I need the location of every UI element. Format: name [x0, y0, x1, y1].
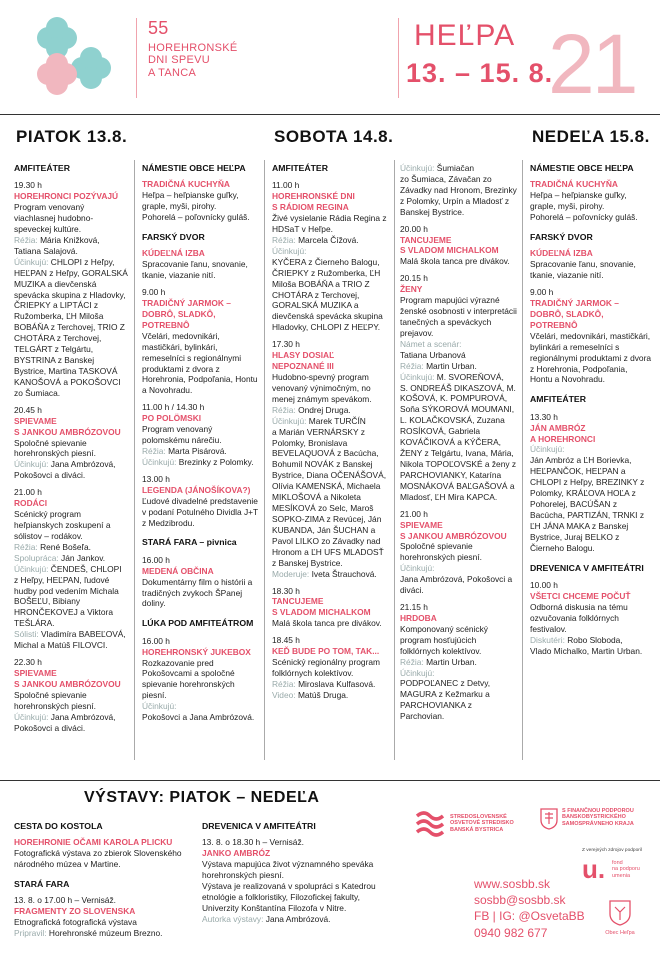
- event-description: Scénický program heľpianskych zoskupení a sólistov – rodákov.: [14, 509, 111, 541]
- credit-line: [530, 444, 652, 455]
- credit-value: Ján Jankov.: [61, 552, 106, 563]
- credit-label: Réžia:: [400, 656, 424, 667]
- event-time: 17.30 h: [272, 339, 300, 350]
- event-title: HOREHRONCI POZÝVAJÚ: [14, 191, 119, 202]
- event-time: 13.00 h: [142, 473, 170, 484]
- credit-line: [400, 372, 518, 383]
- saturday-amfiteater-continued-column: [400, 163, 518, 722]
- exhibitions-left: [14, 821, 194, 939]
- credit-label: Moderuje:: [272, 568, 310, 579]
- saturday-amfiteater-column: [272, 163, 388, 701]
- credit-line: [142, 701, 258, 712]
- credit-label: Réžia:: [142, 445, 166, 456]
- event-time: 11.00 h: [272, 180, 300, 191]
- credit-label: Réžia:: [14, 234, 38, 245]
- credit-line: [14, 553, 128, 564]
- event-title: HOREHRONIE OČAMI KAROLA PLICKU: [14, 837, 173, 848]
- credit-value: Jana Ambrózová.: [265, 913, 331, 924]
- credit-line: [14, 712, 128, 723]
- credit-label: Účinkujú:: [400, 163, 435, 173]
- credit-line: [272, 690, 388, 701]
- credit-label: Účinkujú:: [530, 444, 565, 455]
- event-title: HRDOBA: [400, 612, 437, 623]
- venue-heading: NÁMESTIE OBCE HEĽPA: [142, 163, 246, 173]
- credit-label: Réžia:: [14, 541, 38, 552]
- credit-value: Robo Sloboda,: [567, 634, 623, 645]
- event-description: Malá škola tanca pre divákov.: [272, 618, 382, 629]
- venue-heading: CESTA DO KOSTOLA: [14, 821, 103, 831]
- event-description: Vlado Michalko, Martin Urban.: [530, 645, 643, 656]
- credit-value: Jana Ambrózová,: [50, 711, 116, 722]
- credit-value: Horehronské múzeum Brezno.: [48, 928, 163, 939]
- venue-heading: DREVENICA V AMFITEÁTRI: [530, 562, 644, 573]
- credit-value: Marek TURČÍN: [308, 415, 366, 426]
- event-title: JANKO AMBRÓZ: [202, 848, 271, 859]
- credit-label: Réžia:: [272, 678, 296, 689]
- event-time: 18.45 h: [272, 635, 300, 646]
- bbsk-line-3: SAMOSPRÁVNEHO KRAJA: [562, 820, 634, 827]
- event-description: Odborná diskusia na tému ozvučovania folklórnych festivalov.: [530, 601, 628, 634]
- credit-label: Účinkujú:: [400, 563, 435, 574]
- event-description: Program venovaný viachlasnej hudobno-speveckej kultúre.: [14, 202, 94, 234]
- credit-label: Autorka výstavy:: [202, 913, 264, 924]
- event-description: Pohorelá – poľovnícky guláš.: [530, 212, 638, 223]
- credit-value: Matúš Druga.: [297, 689, 349, 700]
- credit-line: [14, 257, 128, 268]
- obec-coat-of-arms-icon: [609, 900, 631, 926]
- event-description: Michal a Matúš FILOVCI.: [14, 640, 108, 651]
- event-description: Ľudové divadelné predstavenie v podaní Potulného Dividla J+T z Medzibrodu.: [142, 495, 259, 528]
- event-title: MEDENÁ OBČINA: [142, 565, 214, 576]
- event-time: 13.30 h: [530, 411, 558, 422]
- event-title: DOBRÔ, SLADKÔ, POTREBNÔ: [142, 308, 216, 330]
- event-time: 21.15 h: [400, 602, 428, 613]
- bbsk-line-1: S FINANČNOU PODPOROU: [562, 808, 634, 814]
- event-time: 22.30 h: [14, 657, 42, 668]
- event-time: 9.00 h: [530, 287, 554, 298]
- venue-heading: FARSKÝ DVOR: [530, 232, 593, 242]
- event-title: HOREHRONSKÝ JUKEBOX: [142, 646, 251, 657]
- sos-line-2: OSVETOVÉ STREDISKO: [450, 820, 514, 827]
- event-description: 13. 8. o 18.30 h – Vernisáž.: [202, 837, 304, 848]
- credit-label: Účinkujú:: [14, 711, 49, 722]
- event-description: z Heľpy, HEĽPAN, ľudové hudby pod vedením Michala BOŠEĽU, Bibiany HRONČEKOVEJ a Viktora TEŠLÁRA.: [14, 574, 119, 629]
- event-title: FRAGMENTY ZO SLOVENSKA: [14, 906, 136, 917]
- day-heading-sunday: NEDEĽA 15.8.: [532, 127, 650, 146]
- event-description: Malá škola tanca pre divákov.: [400, 256, 510, 267]
- credit-label: Účinkujú:: [400, 667, 435, 678]
- fpu-logo-text: [612, 860, 640, 879]
- contact-block: [474, 876, 585, 941]
- event-time: 20.15 h: [400, 273, 428, 284]
- festival-name-line2: DNI SPEVU: [148, 54, 210, 67]
- venue-heading: AMFITEÁTER: [530, 394, 586, 405]
- event-description: Včelári, medovnikári, mastičkári, bylinkári, remeselníci s regionálnymi produktami z dvora z Horehronia, Podpoľania, Hontu a Novohradu.: [142, 330, 258, 396]
- credit-line: [272, 416, 388, 427]
- event-title: TRADIČNÁ KUCHYŇA: [142, 179, 230, 190]
- credit-line: [14, 928, 194, 939]
- event-description: Tatiana Urbanová: [400, 349, 466, 360]
- event-description: Heľpa – heľpianske guľky, graple, myši, pirohy.: [142, 190, 239, 212]
- event-title: S JANKOU AMBRÓZOVOU: [14, 426, 121, 437]
- event-title: S JANKOU AMBRÓZOVOU: [14, 678, 121, 689]
- credit-line: [400, 657, 518, 668]
- event-title: TRADIČNÝ JARMOK –: [530, 298, 619, 308]
- column-divider: [264, 160, 265, 760]
- year-graphic: 21: [548, 17, 636, 111]
- event-description: Hudobno-spevný program venovaný výnimočným, no menej známym spevákom.: [272, 371, 372, 404]
- event-description: Pokošovci a diváci.: [14, 722, 86, 733]
- credit-line: [14, 235, 128, 246]
- event-description: Pokošovci a diváci.: [14, 470, 86, 481]
- coat-of-arms-icon: [540, 808, 558, 830]
- fpu-logo-mark: u.: [582, 854, 606, 884]
- section-rule: [0, 780, 660, 781]
- event-description: Výstava je realizovaná v spolupráci s Katedrou etnológie a folkloristiky, Filozofickej fakulty, Univerzity Konštantína Filozofa v Nitre.: [202, 881, 376, 913]
- event-time: 21.00 h: [14, 487, 42, 498]
- event-time: 16.00 h: [142, 554, 170, 565]
- credit-value: M. SVOREŇOVÁ,: [436, 371, 504, 382]
- event-title: RODÁCI: [14, 498, 48, 509]
- friday-amfiteater-column: [14, 163, 128, 733]
- event-description: Spoločné spievanie horehronských piesní.: [14, 689, 96, 711]
- event-time: 18.30 h: [272, 585, 300, 596]
- event-title: SPIEVAME: [14, 667, 57, 678]
- credit-value: Martin Urban.: [426, 656, 477, 667]
- column-divider: [394, 160, 395, 760]
- obec-helpa-text: Obec Heľpa: [605, 930, 635, 936]
- event-description: HEĽPAN z Heľpy, GORALSKÁ MUZIKA a dievčenská spevácka skupina z Hladovky, ČRIEPKY a LIPTÁCI z Ružomberka, ĽH Miloša BOBÁŇA z Terchovej, TRIO Z CHOTÁRA z Terchovej, TELGÁRT z Telgártu, BYSTRINA z Banskej Bystrice, Martina TASKOVÁ KANOŠOVÁ a POKOŠOVCI zo Šumiaca.: [14, 267, 128, 398]
- credit-label: Diskutéri:: [530, 634, 565, 645]
- credit-value: René Bošeľa.: [40, 541, 91, 552]
- event-title: VŠETCI CHCEME POČUŤ: [530, 590, 631, 601]
- fpu-line-1: fond: [612, 860, 623, 866]
- festival-name-line3: A TANCA: [148, 66, 197, 79]
- credit-line: [272, 679, 388, 690]
- festival-logo: [22, 10, 118, 106]
- credit-label: Účinkujú:: [272, 245, 307, 256]
- credit-line: [142, 457, 258, 468]
- event-time: 21.00 h: [400, 508, 428, 519]
- venue-heading: NÁMESTIE OBCE HEĽPA: [530, 163, 634, 173]
- event-description: Spoločné spievanie horehronských piesní.: [14, 437, 96, 459]
- event-description: Rozkazovanie pred Pokošovcami a spoločné spievanie horehronských piesní.: [142, 657, 235, 701]
- sunday-column: [530, 163, 652, 656]
- sos-line-3: BANSKÁ BYSTRICA: [450, 826, 504, 833]
- event-description: PODPOĽANEC z Detvy, MAGURA z Kežmarku a PARCHOVIANKA z Parchovian.: [400, 678, 491, 722]
- credit-value: Martin Urban.: [426, 360, 477, 371]
- venue-heading: AMFITEÁTER: [272, 163, 328, 173]
- event-description: Komponovaný scénický program hosťujúcich folklórnych kolektívov.: [400, 623, 488, 656]
- event-title: S VLADOM MICHALKOM: [400, 245, 499, 256]
- fpu-caption: Z verejných zdrojov podporil: [582, 848, 642, 853]
- saturday-square-column: [142, 163, 258, 723]
- event-description: S. ONDREÁŠ DIKASZOVÁ, M. KOŠOVÁ, K. POMPUROVÁ, Soňa SÝKOROVÁ MOUMANI, L. KOLAČKOVSKÁ, Zuzana ROSÍKOVÁ, Gabriela KOVÁČIKOVÁ a KÝČERA, ŽENY z Telgártu, Ivana, Mária, Nikola TOPOĽOVSKÉ a ženy z PARCHOVIANKY, Katarína MOSNÁKOVÁ BAĽGAŠOVÁ a Mladosť, ĽH Mira KAPCA.: [400, 382, 517, 502]
- event-description: Pokošovci a Jana Ambrózová.: [142, 712, 255, 723]
- email-link[interactable]: sosbb@sosbb.sk: [474, 893, 566, 908]
- credit-label: Video:: [272, 689, 296, 700]
- venue-heading: DREVENICA V AMFITEÁTRI: [202, 821, 316, 831]
- event-title: TRADIČNÁ KUCHYŇA: [530, 179, 618, 190]
- event-title: A HOREHRONCI: [530, 433, 596, 444]
- website-link[interactable]: www.sosbb.sk: [474, 877, 551, 891]
- event-title: S VLADOM MICHALKOM: [272, 607, 371, 618]
- credit-line: [272, 569, 388, 580]
- credit-line: [400, 163, 518, 174]
- event-time: 20.45 h: [14, 404, 42, 415]
- event-title: KÚDEĽNÁ IZBA: [142, 248, 205, 259]
- festival-name-line1: HOREHRONSKÉ: [148, 41, 238, 54]
- credit-label: Námet a scenár:: [400, 338, 462, 349]
- credit-line: [142, 446, 258, 457]
- event-title: KEĎ BUDE PO TOM, TAK...: [272, 646, 380, 657]
- bbsk-logo: [540, 806, 656, 842]
- venue-heading: STARÁ FARA – pivnica: [142, 537, 237, 548]
- event-description: Etnografická fotografická výstava: [14, 917, 137, 928]
- event-title: ŽENY: [400, 284, 423, 295]
- credit-line: [400, 668, 518, 679]
- event-description: 13. 8. o 17.00 h – Vernisáž.: [14, 895, 116, 906]
- header-divider: [136, 18, 137, 98]
- credit-label: Účinkujú:: [14, 459, 49, 470]
- credit-value: Marta Pisárová.: [168, 445, 227, 456]
- credit-label: Pripravil:: [14, 928, 47, 939]
- day-heading-friday: PIATOK 13.8.: [16, 127, 128, 146]
- header: [0, 0, 660, 111]
- top-rule: [0, 114, 660, 115]
- festival-title: [148, 18, 237, 80]
- event-description: Pohorelá – poľovnícky guláš.: [142, 212, 250, 223]
- venue-heading: STARÁ FARA: [14, 879, 70, 890]
- sos-logo-text: [450, 814, 514, 833]
- event-title: TRADIČNÝ JARMOK –: [142, 298, 231, 308]
- event-description: KYČERA z Čierneho Balogu, ČRIEPKY z Ružomberka, ĽH Miloša BOBÁŇA a TRIO Z CHOTÁRA z Terchovej, GORALSKÁ MUZIKA a dievčenská spevácka skupina Hladovky, CHLOPI Z HEĽPY.: [272, 256, 383, 333]
- credit-label: Účinkujú:: [400, 371, 435, 382]
- day-heading-saturday: SOBOTA 14.8.: [274, 127, 394, 146]
- event-title: TANCUJEME: [400, 234, 452, 245]
- sos-logo-icon: [414, 808, 446, 838]
- event-description: Heľpa – heľpianske guľky, graple, myši, pirohy.: [530, 190, 627, 212]
- credit-line: [272, 405, 388, 416]
- event-time: 11.00 h / 14.30 h: [142, 402, 205, 413]
- venue-heading: AMFITEÁTER: [14, 163, 70, 173]
- event-description: Program venovaný polomskému nárečiu.: [142, 424, 222, 446]
- fpu-line-3: umenia: [612, 872, 631, 879]
- fpu-line-2: na podporu: [612, 866, 640, 873]
- phone-number: 0940 982 677: [474, 925, 548, 940]
- venue-heading: LÚKA POD AMFITEÁTROM: [142, 618, 254, 629]
- sos-logo: [414, 808, 534, 840]
- credit-value: ČENDEŠ, CHLOPI: [50, 563, 122, 574]
- bbsk-logo-text: [562, 808, 634, 827]
- credit-label: Účinkujú:: [142, 701, 177, 712]
- credit-value: Vladimíra BABEĽOVÁ,: [41, 629, 126, 640]
- credit-value: Mária Knižková,: [40, 234, 100, 245]
- credit-label: Účinkujú:: [142, 456, 177, 467]
- credit-label: Účinkujú:: [14, 563, 49, 574]
- credit-line: [400, 563, 518, 574]
- credit-value: Miroslava Kulfasová.: [298, 678, 376, 689]
- event-title: S RÁDIOM REGINA: [272, 202, 349, 213]
- event-description: Spracovanie ľanu, snovanie, tkanie, viazanie nití.: [530, 259, 636, 281]
- credit-line: [14, 564, 128, 575]
- credit-label: Réžia:: [272, 404, 296, 415]
- credit-line: [272, 246, 388, 257]
- event-description: Výstava mapujúca život významného speváka horehronských piesní.: [202, 859, 374, 881]
- social-handle[interactable]: FB | IG: @OsvetaBB: [474, 909, 585, 924]
- event-title: DOBRÔ, SLADKÔ, POTREBNÔ: [530, 308, 604, 330]
- credit-value: Ondrej Druga.: [298, 404, 351, 415]
- event-description: Scénický regionálny program folklórnych kolektívov.: [272, 657, 380, 678]
- header-divider-2: [398, 18, 399, 98]
- exhibitions-title: VÝSTAVY: PIATOK – NEDEĽA: [84, 789, 320, 806]
- credit-value: Marcela Čížová.: [298, 234, 359, 245]
- event-description: Tatiana Salajová.: [14, 245, 78, 256]
- obec-helpa-logo: [590, 900, 650, 946]
- exhibitions-section: [0, 780, 660, 955]
- event-description: zo Šumiaca, Závačan zo Závadky nad Hronom, Brezinky z Polomky, Urpín a Mladosť z Banskej Bystrice.: [400, 173, 517, 217]
- event-title: PO POLÖMSKI: [142, 413, 202, 424]
- event-title: LEGENDA (JÁNOŠÍKOVA?): [142, 484, 251, 495]
- exhibitions-right: [202, 821, 398, 925]
- credit-line: [14, 459, 128, 470]
- credit-line: [14, 542, 128, 553]
- credit-value: Brezinky z Polomky.: [178, 456, 254, 467]
- festival-dates: 13. – 15. 8.: [406, 58, 554, 88]
- event-description: a Marián VERNÁRSKY z Polomky, Bronislava BEVELAQUOVÁ z Bacúcha, Bohumil NOVÁK z Banskej Bystrice, Diana OČENÁŠOVÁ, Olívia KAMENSKÁ, Michaela MIKLOŠOVÁ a Nikoleta MESÍKOVÁ zo Selc, Maroš SOPKO-ZIMA z Revúcej, Ján KUBANDA, Ján ŠUCHAN a Pavol LILKO zo Závadky nad Hronom a ĽH UFS MLADOSŤ z Banskej Bystrice.: [272, 426, 387, 568]
- event-time: 10.00 h: [530, 579, 558, 590]
- event-title: SPIEVAME: [14, 415, 57, 426]
- event-description: Ján Ambróz a ĽH Borievka, HEĽPANČOK, HEĽPAN a CHLOPI z Heľpy, BREZINKY z Polomky, KRÁĽOVA HOĽA z Pohorelej, BACÚŠAN z Bacúcha, PARTIZÁN, TRNKI z ĽH JÁNA MAKA z Banskej Bystrice, Juraj BELKO z Čierneho Balogu.: [530, 455, 645, 553]
- event-description: Živé vysielanie Rádia Regina z HDSaT v Heľpe.: [272, 213, 387, 234]
- credit-value: CHLOPI z Heľpy,: [50, 256, 115, 267]
- credit-line: [272, 235, 388, 246]
- event-description: Spoločné spievanie horehronských piesní.: [400, 541, 482, 563]
- event-title: TANCUJEME: [272, 596, 324, 607]
- credit-value: Jana Ambrózová,: [50, 459, 116, 470]
- credit-value: Iveta Štrauchová.: [311, 568, 377, 579]
- event-description: Jana Ambrózová, Pokošovci a diváci.: [400, 574, 513, 596]
- event-title: KÚDEĽNÁ IZBA: [530, 248, 593, 259]
- event-title: S JANKOU AMBRÓZOVOU: [400, 530, 507, 541]
- credit-label: Sólisti:: [14, 629, 39, 640]
- credit-value: Šumiačan: [436, 163, 475, 173]
- credit-line: [400, 361, 518, 372]
- event-title: SPIEVAME: [400, 519, 443, 530]
- event-description: Fotografická výstava zo zbierok Slovenského národného múzea v Martine.: [14, 848, 182, 870]
- credit-line: [202, 914, 398, 925]
- credit-label: Spolupráca:: [14, 552, 59, 563]
- column-divider: [522, 160, 523, 760]
- fpu-logo: [582, 856, 652, 886]
- column-divider: [134, 160, 135, 760]
- event-title: HLASY DOSIAĽ: [272, 350, 335, 361]
- credit-line: [14, 629, 128, 640]
- event-time: 16.00 h: [142, 635, 170, 646]
- credit-label: Réžia:: [400, 360, 424, 371]
- event-title: NEPOZNANÉ III: [272, 361, 334, 372]
- place-name: HEĽPA: [414, 19, 516, 52]
- credit-line: [530, 635, 652, 646]
- credit-label: Réžia:: [272, 234, 296, 245]
- credit-label: Účinkujú:: [14, 256, 49, 267]
- sos-line-1: STREDOSLOVENSKÉ: [450, 814, 507, 820]
- event-title: JÁN AMBRÓZ: [530, 422, 586, 433]
- event-description: Včelári, medovnikári, mastičkári, bylinkári a remeselníci s regionálnymi produktami z dvora z Horehronia, Podpoľania, Hontu a Novohradu.: [530, 330, 652, 385]
- event-time: 9.00 h: [142, 287, 166, 298]
- event-time: 20.00 h: [400, 223, 428, 234]
- credit-label: Účinkujú:: [272, 415, 307, 426]
- event-description: Spracovanie ľanu, snovanie, tkanie, viazanie nití.: [142, 259, 248, 281]
- event-description: Program mapujúci výrazné ženské osobnosti v interpretácii tanečných a speváckych prejavov.: [400, 295, 517, 338]
- event-description: Dokumentárny film o histórii a tradičných zvykoch ŠPanej doliny.: [142, 576, 253, 609]
- festival-number: 55: [148, 18, 169, 38]
- event-time: 19.30 h: [14, 180, 42, 191]
- bbsk-line-2: BANSKOBYSTRICKÉHO: [562, 814, 626, 821]
- event-title: HOREHRONSKÉ DNI: [272, 191, 355, 202]
- venue-heading: FARSKÝ DVOR: [142, 232, 205, 242]
